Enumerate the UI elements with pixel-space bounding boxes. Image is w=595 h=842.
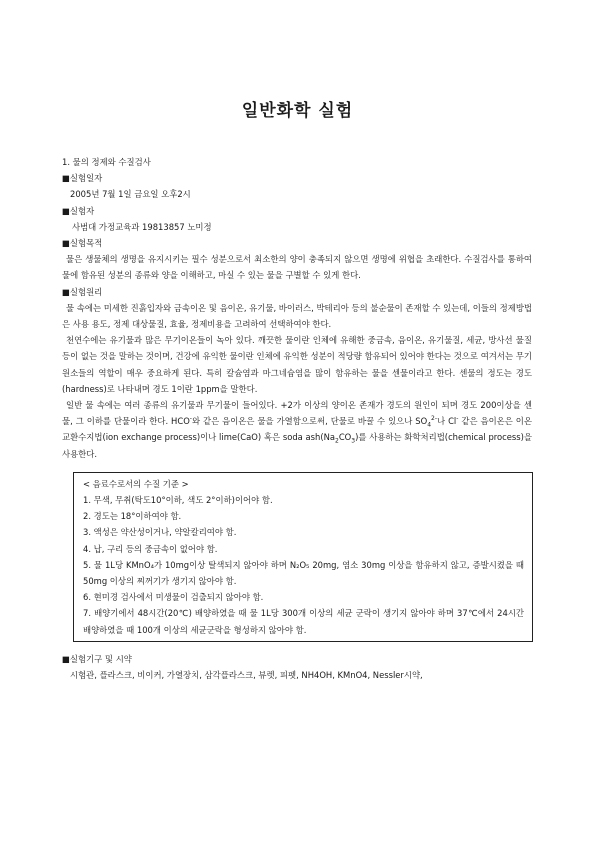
- principle-heading: ■실험원리: [62, 286, 103, 297]
- standards-item: 2. 경도는 18°이하여야 함.: [83, 511, 182, 522]
- standards-heading: < 음료수로서의 수질 기준 >: [83, 478, 189, 489]
- standards-item: 3. 액성은 약산성이거나, 약알칼리여야 함.: [83, 527, 237, 538]
- water-standards-box: [73, 472, 533, 642]
- experimenter-text: 사범대 가정교육과 19813857 노미정: [72, 221, 212, 232]
- principle-paragraph-1: 물 속에는 미세한 진흙입자와 금속이온 및 음이온, 유기물, 바이러스, 박테리아 등의 불순물이 존재할 수 있는데, 이들의 정제방법은 사용 용도, 정제 대상물질, 효율, 정제비용을 고려하여 선택하여야 한다.: [62, 302, 532, 330]
- experimenter-heading: ■실험자: [62, 205, 95, 216]
- date-text: 2005년 7월 1일 금요일 오후2시: [70, 189, 191, 200]
- standards-item: 7. 배양기에서 48시간(20℃) 배양하였을 때 물 1L당 300개 이상의 세균 군락이 생기지 않아야 하며 37℃에서 24시간 배양하였을 때 100개 이상의 세균군락을 형성하지 않아야 함.: [83, 608, 524, 635]
- principle-paragraph-3: 일반 물 속에는 여러 종류의 유기물과 무기물이 들어있다. +2가 이상의 양이온 존재가 경도의 원인이 되며 경도 200이상을 센물, 그 이하를 단물이라 한다. HCO-와 같은 음이온은 물을 가열함으로써, 단물로 바꿀 수 있으나 $SO_4^{2-}$나 Cl- 같은 음이온은 이온교환수지법(ion exchange process)이나 lime(CaO) 혹은 soda $ash(Na_2CO_3)$를 사용하는 화학처리법(chemical process)을 사용한다.: [62, 400, 532, 459]
- section-heading: 1. 물의 정제와 수질검사: [62, 157, 151, 167]
- date-heading: ■실험일자: [62, 173, 103, 184]
- standards-item: 6. 현미경 검사에서 미생물이 검출되지 않아야 함.: [83, 592, 264, 603]
- standards-item: 5. 물 1L당 KMnO₄가 10mg이상 탈색되지 않아야 하며 N₂O₅ 20mg, 염소 30mg 이상을 함유하지 않고, 증발시켰을 때 50mg 이상의 찌꺼기가 생기지 않아야 함.: [83, 559, 524, 587]
- standards-item: 4. 납, 구리 등의 중금속이 없어야 함.: [83, 543, 218, 554]
- purpose-text: 물은 생물체의 생명을 유지시키는 필수 성분으로서 최소한의 양이 충족되지 않으면 생명에 위협을 초래한다. 수질검사를 통하여 물에 함유된 성분의 종류와 양을 이해하고, 마실 수 있는 물을 구별할 수 있게 한다.: [62, 254, 532, 281]
- standards-item: 1. 무색, 무취(탁도10°이하, 색도 2°이하)이어야 함.: [83, 495, 273, 506]
- principle-paragraph-2: 천연수에는 유기물과 많은 무기이온들이 녹아 있다. 깨끗한 물이란 인체에 유해한 중금속, 음이온, 유기물질, 세균, 방사선 물질 등이 없는 것을 말하는 것이며, 건강에 유익한 물이란 인체에 유익한 성분이 적당량 함유되어 있어야 한다는 것으로 여겨서는 무기원소들의 역할이 매우 중요하게 된다. 특히 칼슘염과 마그네슘염을 많이 함유하는 물을 센물이라고 한다. 센물의 정도는 경도(hardness)로 나타내며 경도 1이란 1ppm을 말한다.: [62, 335, 532, 394]
- purpose-heading: ■실험목적: [62, 238, 103, 249]
- equipment-text: 시험관, 플라스크, 비이커, 가열장치, 삼각플라스크, 뷰렛, 피펫, NH4OH, KMnO4, Nessler시약,: [70, 670, 423, 681]
- equipment-heading: ■실험기구 및 시약: [62, 653, 132, 664]
- document-body: [62, 154, 532, 683]
- document-title: 일반화학 실험: [241, 101, 354, 121]
